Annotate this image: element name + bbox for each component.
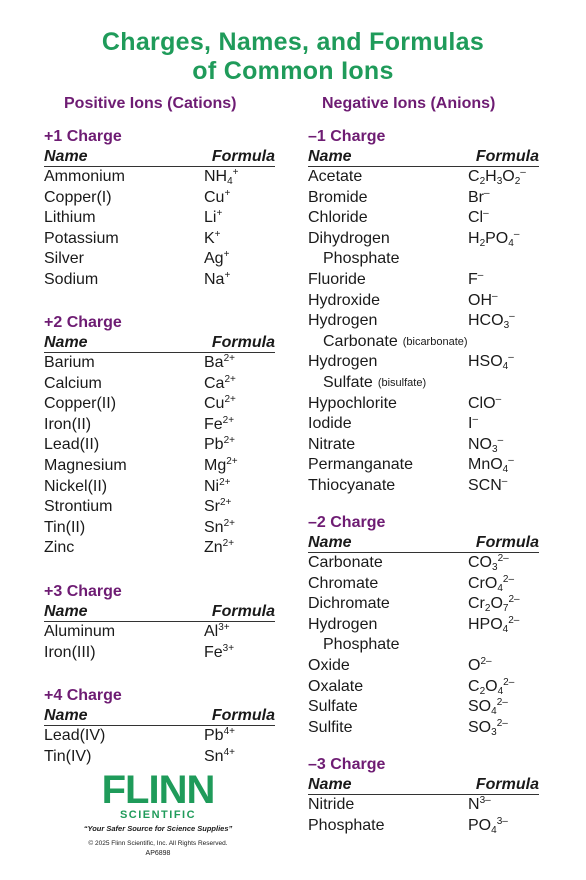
formula-column-header: Formula xyxy=(211,148,275,165)
ion-formula: Ag+ xyxy=(204,249,230,268)
ion-name: Iodide xyxy=(308,415,352,433)
ion-formula: $Mg^{2+}$ xyxy=(204,455,238,474)
ion-note: (bicarbonate) xyxy=(402,335,468,348)
table-row xyxy=(44,747,275,768)
ion-formula: $Cr_2O_7^{2-}$ xyxy=(468,594,520,615)
left-section xyxy=(44,126,275,291)
table-row xyxy=(44,518,275,539)
ion-name: Tin(IV) xyxy=(44,747,92,765)
ion-formula: $SO_3^{2-}$ xyxy=(468,717,508,738)
logo-wordmark: FLINN xyxy=(101,768,215,812)
ion-name: Nitrate xyxy=(308,435,356,453)
name-column-header: Name xyxy=(308,148,352,165)
ion-name: Carbonate xyxy=(323,332,398,350)
table-row xyxy=(44,229,275,250)
ion-formula: $Zn^{2+}$ xyxy=(204,538,235,557)
flinn-logo xyxy=(44,768,272,858)
table-row xyxy=(308,311,539,332)
ion-formula: $Sr^{2+}$ xyxy=(204,497,232,516)
title-line-1: Charges, Names, and Formulas xyxy=(101,28,485,56)
name-column-header: Name xyxy=(44,707,88,724)
formula-column-header: Formula xyxy=(211,603,275,620)
ion-name: Nitride xyxy=(308,796,355,813)
left-section xyxy=(44,685,275,767)
charge-heading: –3 Charge xyxy=(308,756,386,773)
table-row xyxy=(308,635,539,656)
name-column-header: Name xyxy=(44,603,88,620)
table-row xyxy=(308,373,539,394)
ion-name: Sulfite xyxy=(308,718,353,736)
name-column-header: Name xyxy=(44,148,88,165)
ion-name: Potassium xyxy=(44,229,119,247)
ion-formula: CrO$_4^{2-}$ xyxy=(468,573,515,594)
ion-name: Copper(II) xyxy=(44,395,117,413)
table-row xyxy=(308,414,539,435)
ion-name: Sulfate xyxy=(308,698,358,716)
table-row xyxy=(44,249,275,270)
table-header xyxy=(44,706,275,726)
ion-name: Dichromate xyxy=(308,595,390,613)
table-row xyxy=(44,167,275,188)
ion-name: Zinc xyxy=(44,539,75,557)
ion-name: Phosphate xyxy=(323,636,400,654)
product-code: AP6898 xyxy=(145,850,171,857)
ion-name: Ammonium xyxy=(44,168,125,185)
ion-name: Iron(III) xyxy=(44,643,96,661)
name-column-header: Name xyxy=(308,776,352,793)
formula-column-header: Formula xyxy=(475,776,539,793)
table-header xyxy=(308,147,539,167)
table-row xyxy=(44,477,275,498)
table-row xyxy=(308,352,539,373)
right-section xyxy=(308,512,539,738)
table-row xyxy=(308,270,539,291)
table-row xyxy=(44,456,275,477)
ion-note: (bisulfate) xyxy=(377,376,427,389)
left-section xyxy=(44,581,275,663)
ion-formula: $Sn^{2+}$ xyxy=(204,517,235,536)
ion-name: Copper(I) xyxy=(44,188,112,206)
ion-formula: $Cu^{2+}$ xyxy=(204,394,236,413)
ion-formula: Cl– xyxy=(468,208,489,227)
formula-column-header: Formula xyxy=(211,334,275,351)
table-header xyxy=(44,147,275,167)
ion-formula: $Fe^{3+}$ xyxy=(204,642,235,661)
table-row xyxy=(308,394,539,415)
table-row xyxy=(308,435,539,456)
table-row xyxy=(308,167,539,188)
ion-name: Hydroxide xyxy=(308,291,381,309)
ion-name: Magnesium xyxy=(44,456,127,474)
ion-formula: $N^{3-}$ xyxy=(468,795,491,813)
ion-name: Sulfate xyxy=(323,373,373,391)
ion-formula: $HSO_4^-$ xyxy=(468,352,514,373)
ion-name: Sodium xyxy=(44,270,99,288)
table-row xyxy=(44,208,275,229)
ion-name: Hydrogen xyxy=(308,353,378,371)
ion-formula: I– xyxy=(468,414,479,433)
ion-formula: $SO_4^{2-}$ xyxy=(468,697,508,718)
tagline: “Your Safer Source for Science Supplies” xyxy=(83,824,233,833)
ion-name: Hypochlorite xyxy=(308,394,397,412)
charge-heading: +3 Charge xyxy=(44,583,122,600)
charge-heading: +4 Charge xyxy=(44,687,122,704)
ion-name: Permanganate xyxy=(308,456,413,474)
ion-formula: $CO_3^{2-}$ xyxy=(468,553,509,573)
table-row xyxy=(308,718,539,739)
ion-name: Calcium xyxy=(44,374,102,392)
table-row xyxy=(308,332,539,353)
ion-formula: F– xyxy=(468,269,484,288)
table-row xyxy=(308,594,539,615)
ion-name: Aluminum xyxy=(44,623,116,640)
table-row xyxy=(308,795,539,816)
formula-column-header: Formula xyxy=(211,707,275,724)
table-row xyxy=(44,726,275,747)
table-row xyxy=(308,188,539,209)
ion-formula: ClO– xyxy=(468,393,502,412)
ion-formula: $H_2PO_4^-$ xyxy=(468,228,520,249)
table-row xyxy=(44,497,275,518)
table-row xyxy=(44,415,275,436)
table-row xyxy=(44,643,275,664)
table-row xyxy=(308,656,539,677)
ion-formula: $NH_4^+$ xyxy=(204,167,239,187)
ion-name: Fluoride xyxy=(308,270,366,288)
charge-heading: –2 Charge xyxy=(308,514,386,531)
ion-formula: $NO_3^-$ xyxy=(468,434,504,455)
table-row xyxy=(308,455,539,476)
table-row xyxy=(308,677,539,698)
table-row xyxy=(308,229,539,250)
charge-heading: +2 Charge xyxy=(44,314,122,331)
ion-name: Barium xyxy=(44,354,95,371)
ion-formula: MnO$_4$– xyxy=(468,455,514,476)
table-row xyxy=(44,353,275,374)
name-column-header: Name xyxy=(44,334,88,351)
ion-formula: $PO_4^{3-}$ xyxy=(468,815,508,836)
ion-name: Iron(II) xyxy=(44,415,92,433)
table-row xyxy=(44,394,275,415)
table-row xyxy=(308,574,539,595)
ion-formula: Br– xyxy=(468,187,490,206)
table-row xyxy=(308,553,539,574)
ion-formula: $HCO_3^-$ xyxy=(468,311,515,332)
ion-formula: $C_2H_3O_2^-$ xyxy=(468,167,526,187)
logo-subtitle: SCIENTIFIC xyxy=(119,809,197,821)
ion-formula: $Ni^{2+}$ xyxy=(204,476,231,495)
formula-column-header: Formula xyxy=(475,148,539,165)
name-column-header: Name xyxy=(308,534,352,551)
ion-name: Dihydrogen xyxy=(308,229,390,247)
ion-formula: $Pb^{4+}$ xyxy=(204,726,235,744)
positive-ions-heading: Positive Ions (Cations) xyxy=(64,95,237,112)
table-header xyxy=(308,775,539,795)
ion-formula: $Ca^{2+}$ xyxy=(204,373,236,392)
ion-name: Hydrogen xyxy=(308,615,378,633)
title-line-2: of Common Ions xyxy=(192,57,394,85)
table-header xyxy=(44,602,275,622)
table-row xyxy=(44,188,275,209)
ion-formula: Cu+ xyxy=(204,187,231,206)
ion-formula: $Pb^{2+}$ xyxy=(204,435,235,454)
ion-formula: $Fe^{2+}$ xyxy=(204,414,235,433)
page-title xyxy=(0,28,586,86)
ion-name: Carbonate xyxy=(308,554,383,571)
left-section xyxy=(44,312,275,559)
ion-name: Tin(II) xyxy=(44,518,86,536)
table-header xyxy=(308,533,539,553)
table-row xyxy=(308,816,539,837)
table-row xyxy=(308,615,539,636)
table-row xyxy=(308,697,539,718)
ion-formula: $Al^{3+}$ xyxy=(204,622,230,640)
ion-name: Phosphate xyxy=(308,816,385,834)
table-header xyxy=(44,333,275,353)
ion-formula: $O^{2-}$ xyxy=(468,655,492,674)
ion-formula: SCN– xyxy=(468,475,508,494)
copyright: © 2025 Flinn Scientific, Inc. All Rights Reserved. xyxy=(88,840,228,847)
ion-name: Thiocyanate xyxy=(308,476,396,494)
ion-name: Lead(IV) xyxy=(44,727,106,744)
table-row xyxy=(308,291,539,312)
ion-formula: $Sn^{4+}$ xyxy=(204,746,235,765)
ion-name: Lithium xyxy=(44,209,96,227)
right-section xyxy=(308,754,539,836)
ion-name: Nickel(II) xyxy=(44,477,108,495)
ion-formula: Na+ xyxy=(204,269,231,288)
table-row xyxy=(44,435,275,456)
ion-name: Chloride xyxy=(308,209,368,227)
right-section xyxy=(308,126,539,497)
ion-name: Phosphate xyxy=(323,250,400,268)
ion-name: Strontium xyxy=(44,498,113,516)
table-row xyxy=(44,374,275,395)
ion-name: Hydrogen xyxy=(308,312,378,330)
ion-name: Chromate xyxy=(308,574,379,592)
ion-name: Oxide xyxy=(308,656,350,674)
table-row xyxy=(308,249,539,270)
ion-name: Bromide xyxy=(308,188,368,206)
ion-formula: $C_2O_4^{2-}$ xyxy=(468,676,515,697)
table-row xyxy=(308,208,539,229)
table-row xyxy=(44,270,275,291)
formula-column-header: Formula xyxy=(475,534,539,551)
table-row xyxy=(44,538,275,559)
negative-ions-heading: Negative Ions (Anions) xyxy=(322,95,496,112)
ion-formula: $Ba^{2+}$ xyxy=(204,353,235,371)
ion-name: Silver xyxy=(44,250,85,268)
charge-heading: +1 Charge xyxy=(44,128,122,145)
ion-formula: Li+ xyxy=(204,208,223,227)
ion-name: Acetate xyxy=(308,168,363,185)
ion-formula: $HPO_4^{2-}$ xyxy=(468,614,520,635)
ion-formula: OH– xyxy=(468,290,498,309)
charge-heading: –1 Charge xyxy=(308,128,386,145)
ion-name: Oxalate xyxy=(308,677,364,695)
ion-formula: K+ xyxy=(204,228,221,247)
table-row xyxy=(308,476,539,497)
ion-name: Lead(II) xyxy=(44,436,100,454)
table-row xyxy=(44,622,275,643)
